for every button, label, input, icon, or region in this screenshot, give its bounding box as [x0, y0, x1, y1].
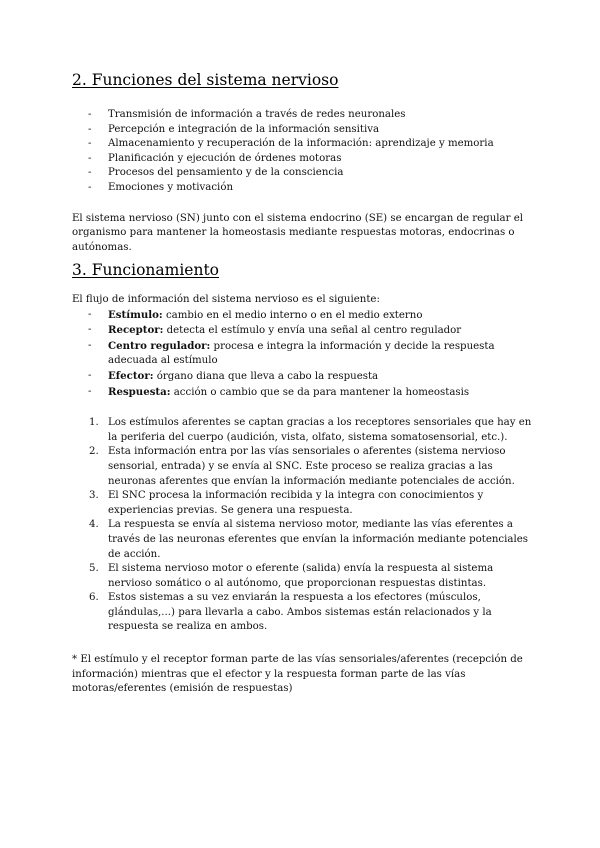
list-item — [72, 518, 532, 562]
list-item — [72, 416, 532, 445]
paragraph: El sistema nervioso (SN) junto con el sistema endocrino (SE) se encargan de regular el organismo para mantener la homeostasis mediante respuestas motoras, endocrinas o autónomas. — [72, 212, 523, 253]
section-functioning — [72, 261, 532, 697]
section-heading: 3. Funcionamiento — [72, 261, 220, 279]
list-item — [72, 562, 532, 591]
list-item: - Almacenamiento y recuperación de la información: aprendizaje y memoria — [72, 137, 532, 152]
section-functions — [72, 71, 532, 255]
list-item: - Percepción e integración de la información sensitiva — [72, 123, 532, 138]
list-item — [72, 369, 532, 385]
flow-text: detecta el estímulo y envía una señal al centro regulador — [163, 325, 462, 337]
step-text: Estos sistemas a su vez enviarán la respuesta a los efectores (músculos, glándulas,...) para llevarla a cabo. Ambos sistemas están relacionados y la respuesta se realiza en ambos. — [108, 592, 492, 633]
flow-term: Estímulo: — [108, 308, 163, 321]
step-number: 3. — [89, 490, 99, 502]
step-number: 1. — [89, 417, 99, 429]
list-item — [72, 489, 532, 518]
list-item — [72, 323, 532, 339]
steps-list — [72, 416, 532, 635]
step-text: El SNC procesa la información recibida y la integra con conocimientos y experiencias previas. Se genera una respuesta. — [108, 490, 484, 516]
section-heading: 2. Funciones del sistema nervioso — [72, 71, 339, 89]
functions-list — [72, 108, 532, 196]
step-text: Esta información entra por las vías sensoriales o aferentes (sistema nervioso sensorial, entrada) y se envía al SNC. Este proceso se realiza gracias a las neuronas aferentes que envían la información mediante potenciales de acción. — [108, 446, 515, 487]
flow-term: Centro regulador: — [108, 339, 211, 352]
flow-text: órgano diana que lleva a cabo la respuesta — [153, 370, 379, 382]
flow-term: Efector: — [108, 369, 154, 382]
list-item: - Procesos del pensamiento y de la consciencia — [72, 166, 532, 181]
flow-text: cambio en el medio interno o en el medio externo — [162, 309, 423, 321]
flow-text: procesa e integra la información y decide la respuesta adecuada al estímulo — [108, 340, 495, 367]
step-number: 4. — [89, 519, 99, 531]
intro-text: El flujo de información del sistema nervioso es el siguiente: — [72, 294, 380, 305]
step-number: 6. — [89, 592, 99, 604]
step-number: 2. — [89, 446, 99, 458]
list-item: - Planificación y ejecución de órdenes motoras — [72, 152, 532, 167]
step-text: La respuesta se envía al sistema nervioso motor, mediante las vías eferentes a través de las neuronas eferentes que envían la información mediante potenciales de acción. — [108, 519, 528, 560]
flow-list — [72, 308, 532, 401]
list-item — [72, 445, 532, 489]
flow-term: Respuesta: — [108, 385, 171, 398]
list-item — [72, 339, 532, 369]
step-text: Los estímulos aferentes se captan gracias a los receptores sensoriales que hay en la periferia del cuerpo (audición, vista, olfato, sistema somatosensorial, etc.). — [108, 417, 532, 443]
list-item — [72, 308, 532, 324]
footnote: * El estímulo y el receptor forman parte de las vías sensoriales/aferentes (recepción de información) mientras que el efector y la respuesta forman parte de las vías motoras/eferentes (emisión de respuestas) — [72, 654, 523, 695]
flow-text: acción o cambio que se da para mantener la homeostasis — [170, 386, 470, 398]
list-item: - Emociones y motivación — [72, 181, 532, 196]
flow-term: Receptor: — [108, 324, 164, 337]
list-item: - Transmisión de información a través de redes neuronales — [72, 108, 532, 123]
step-number: 5. — [89, 563, 99, 575]
step-text: El sistema nervioso motor o eferente (salida) envía la respuesta al sistema nervioso somático o al autónomo, que proporcionan respuestas distintas. — [108, 563, 494, 589]
list-item — [72, 591, 532, 635]
list-item — [72, 385, 532, 401]
